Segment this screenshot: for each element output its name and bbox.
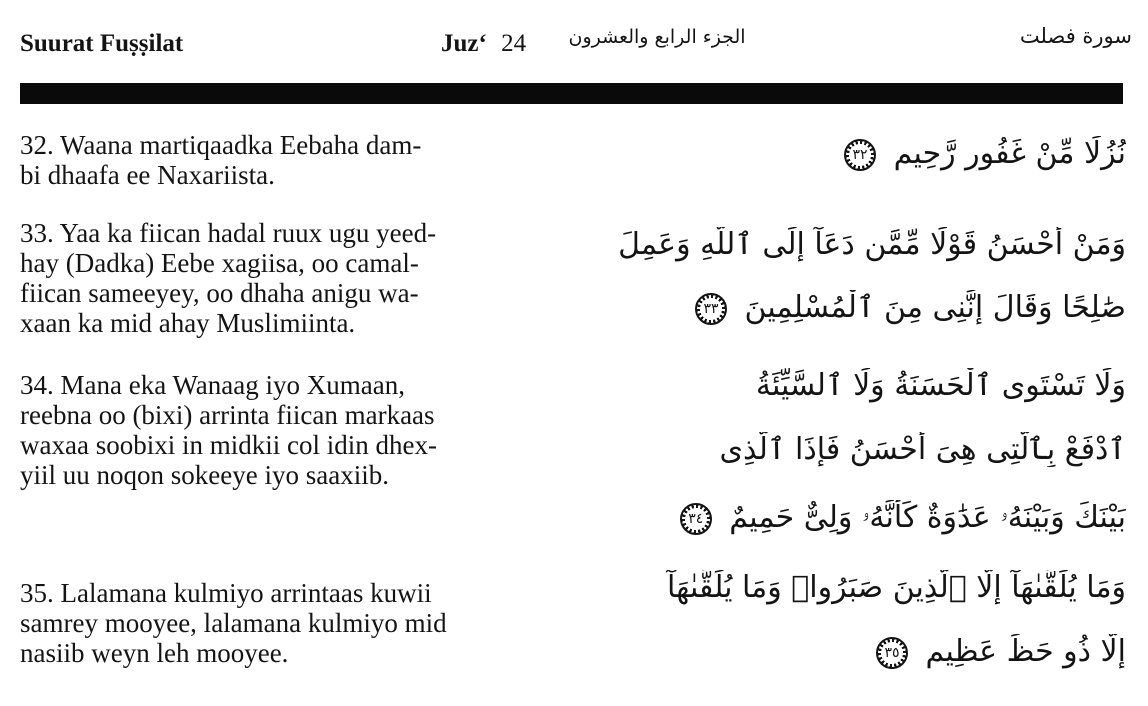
translation-verse-34 [20,370,560,490]
arabic-line [526,368,1126,403]
page-header [0,0,1148,80]
translation-verse-33 [20,218,560,338]
arabic-line [526,432,1126,467]
arabic-text: نُزُلًا مِّنْ غَفُورٍ رَّحِيمٍ [893,136,1126,171]
arabic-line [526,227,1126,262]
translation-line: reebna oo (bixi) arrinta fiican markaas [20,400,435,430]
translation-line: 33. Yaa ka fiican hadal ruux ugu yeed- [20,218,437,248]
juz-number: 24 [501,30,527,57]
juz-indicator [441,30,526,58]
juz-label: Juz‘ [441,30,487,57]
arabic-line [526,136,1126,171]
translation-line: bi dhaafa ee Naxariista. [20,160,275,190]
translation-verse-35 [20,578,560,668]
translation-line: yiil uu noqon sokeeye iyo saaxiib. [20,460,389,490]
translation-verse-32 [20,130,560,190]
sura-name-arabic: سورة فصلت [1019,24,1132,48]
sura-name-english: Suurat Fuṣṣilat [20,30,184,57]
translation-line: 32. Waana martiqaadka Eebaha dam- [20,130,422,160]
arabic-line [526,570,1126,605]
arabic-text: صَٰلِحًا وَقَالَ إِنَّنِى مِنَ ٱلْمُسْلِمِينَ [744,290,1126,325]
translation-line: xaan ka mid ahay Muslimiinta. [20,308,356,338]
ayah-number-marker: ٣٢ [844,139,876,171]
arabic-text: إِلَّا ذُو حَظٍّ عَظِيمٍ [925,634,1126,669]
translation-line: waxaa soobixi in midkii col idin dhex- [20,430,437,460]
header-rule [20,83,1123,104]
arabic-line [526,500,1126,535]
arabic-text: بَيْنَكَ وَبَيْنَهُۥ عَدَٰوَةٌ كَأَنَّهُۥ وَلِىٌّ حَمِيمٌ [729,500,1126,535]
translation-line: 35. Lalamana kulmiyo arrintaas kuwii [20,578,432,608]
translation-line: fiican sameeyey, oo dhaha anigu wa- [20,278,419,308]
translation-line: hay (Dadka) Eebe xagiisa, oo camal- [20,248,419,278]
juz-name-arabic: الجزء الرابع والعشرون [568,26,746,48]
ayah-number-marker: ٣٣ [695,293,727,325]
ayah-number-marker: ٣٥ [876,637,908,669]
translation-line: 34. Mana eka Wanaag iyo Xumaan, [20,370,405,400]
arabic-text: وَلَا تَسْتَوِى ٱلْحَسَنَةُ وَلَا ٱلسَّيِّئَةُ [755,368,1126,403]
translation-line: samrey mooyee, lalamana kulmiyo mid [20,608,447,638]
arabic-text: ٱدْفَعْ بِٱلَّتِى هِىَ أَحْسَنُ فَإِذَا ٱلَّذِى [719,432,1126,467]
arabic-line [526,634,1126,669]
translation-line: nasiib weyn leh mooyee. [20,638,289,668]
arabic-line [526,290,1126,325]
arabic-text: وَمَنْ أَحْسَنُ قَوْلًا مِّمَّن دَعَآ إِلَى ٱللَّهِ وَعَمِلَ [618,227,1126,262]
arabic-text: وَمَا يُلَقَّىٰهَآ إِلَّا ٱلَّذِينَ صَبَرُوا۟ وَمَا يُلَقَّىٰهَآ [667,570,1126,605]
ayah-number-marker: ٣٤ [680,503,712,535]
